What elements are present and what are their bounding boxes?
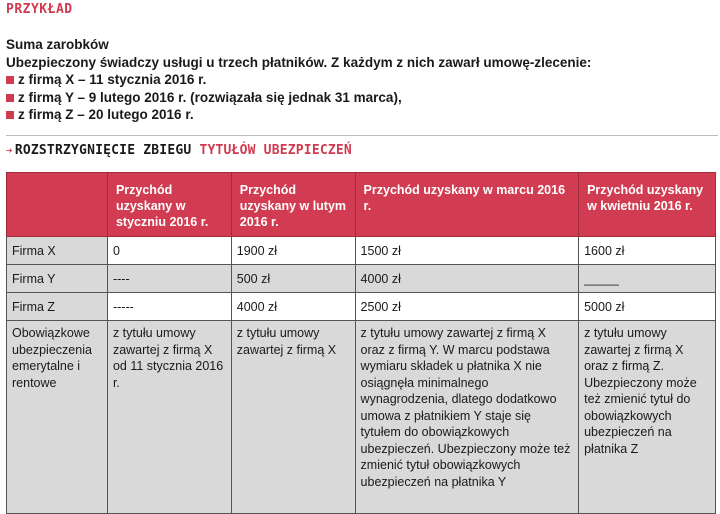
divider xyxy=(6,135,718,136)
bullet-item: z firmą Z – 20 lutego 2016 r. xyxy=(6,106,591,124)
table-header-row xyxy=(7,173,716,237)
table-cell: z tytułu umowy zawartej z firmą X xyxy=(231,321,355,514)
table-cell: 500 zł xyxy=(231,265,355,293)
bullet-item: z firmą Y – 9 lutego 2016 r. (rozwiązała się jednak 31 marca), xyxy=(6,89,591,107)
table-row xyxy=(7,237,716,265)
table-cell: 1900 zł xyxy=(231,237,355,265)
table-cell: ----- xyxy=(107,293,231,321)
header-cell: Przychód uzyskany w kwietniu 2016 r. xyxy=(579,173,716,237)
square-bullet-icon xyxy=(6,94,14,102)
table-cell: 4000 zł xyxy=(231,293,355,321)
header-cell: Przychód uzyskany w marcu 2016 r. xyxy=(355,173,579,237)
row-label: Firma Y xyxy=(7,265,108,293)
comparison-table xyxy=(6,172,716,514)
table-cell: z tytułu umowy zawartej z firmą X oraz z firmą Y. W marcu podstawa wymiaru składek u płatnika X nie osiągnęła minimalnego wynagrodzenia, dlatego dodatkowo umowa z płatnikiem Y staje się tytułem do obowiązkowych ubezpieczeń. Ubezpieczony może też zmienić tytuł obowiązkowych ubezpieczeń na płatnika Y xyxy=(355,321,579,514)
table-row xyxy=(7,265,716,293)
header-cell xyxy=(7,173,108,237)
row-label: Firma X xyxy=(7,237,108,265)
header-cell: Przychód uzyskany w styczniu 2016 r. xyxy=(107,173,231,237)
table-row xyxy=(7,293,716,321)
table-cell: ---- xyxy=(107,265,231,293)
example-label: PRZYKŁAD xyxy=(6,2,73,17)
table-cell: 2500 zł xyxy=(355,293,579,321)
example-intro xyxy=(6,36,591,124)
section-title: ➔ ROZSTRZYGNIĘCIE ZBIEGU TYTUŁÓW UBEZPIECZEŃ xyxy=(6,143,352,158)
example-heading: Suma zarobków xyxy=(6,37,109,52)
table-row xyxy=(7,321,716,514)
table-cell: 0 xyxy=(107,237,231,265)
table-cell: 1500 zł xyxy=(355,237,579,265)
square-bullet-icon xyxy=(6,76,14,84)
table-cell: _____ xyxy=(579,265,716,293)
header-cell: Przychód uzyskany w lutym 2016 r. xyxy=(231,173,355,237)
table-cell: 4000 zł xyxy=(355,265,579,293)
example-description: Ubezpieczony świadczy usługi u trzech płatników. Z każdym z nich zawarł umowę-zlecenie: xyxy=(6,54,592,70)
square-bullet-icon xyxy=(6,111,14,119)
bullet-item: z firmą X – 11 stycznia 2016 r. xyxy=(6,71,591,89)
row-label: Obowiązkowe ubezpieczenia emerytalne i rentowe xyxy=(7,321,108,514)
table-cell: 5000 zł xyxy=(579,293,716,321)
arrow-right-icon: ➔ xyxy=(6,144,13,157)
table-cell: z tytułu umowy zawartej z firmą X od 11 stycznia 2016 r. xyxy=(107,321,231,514)
table-cell: 1600 zł xyxy=(579,237,716,265)
row-label: Firma Z xyxy=(7,293,108,321)
table-cell: z tytułu umowy zawartej z firmą X oraz z firmą Z. Ubezpieczony może też zmienić tytuł do obowiązkowych ubezpieczeń na płatnika Z xyxy=(579,321,716,514)
